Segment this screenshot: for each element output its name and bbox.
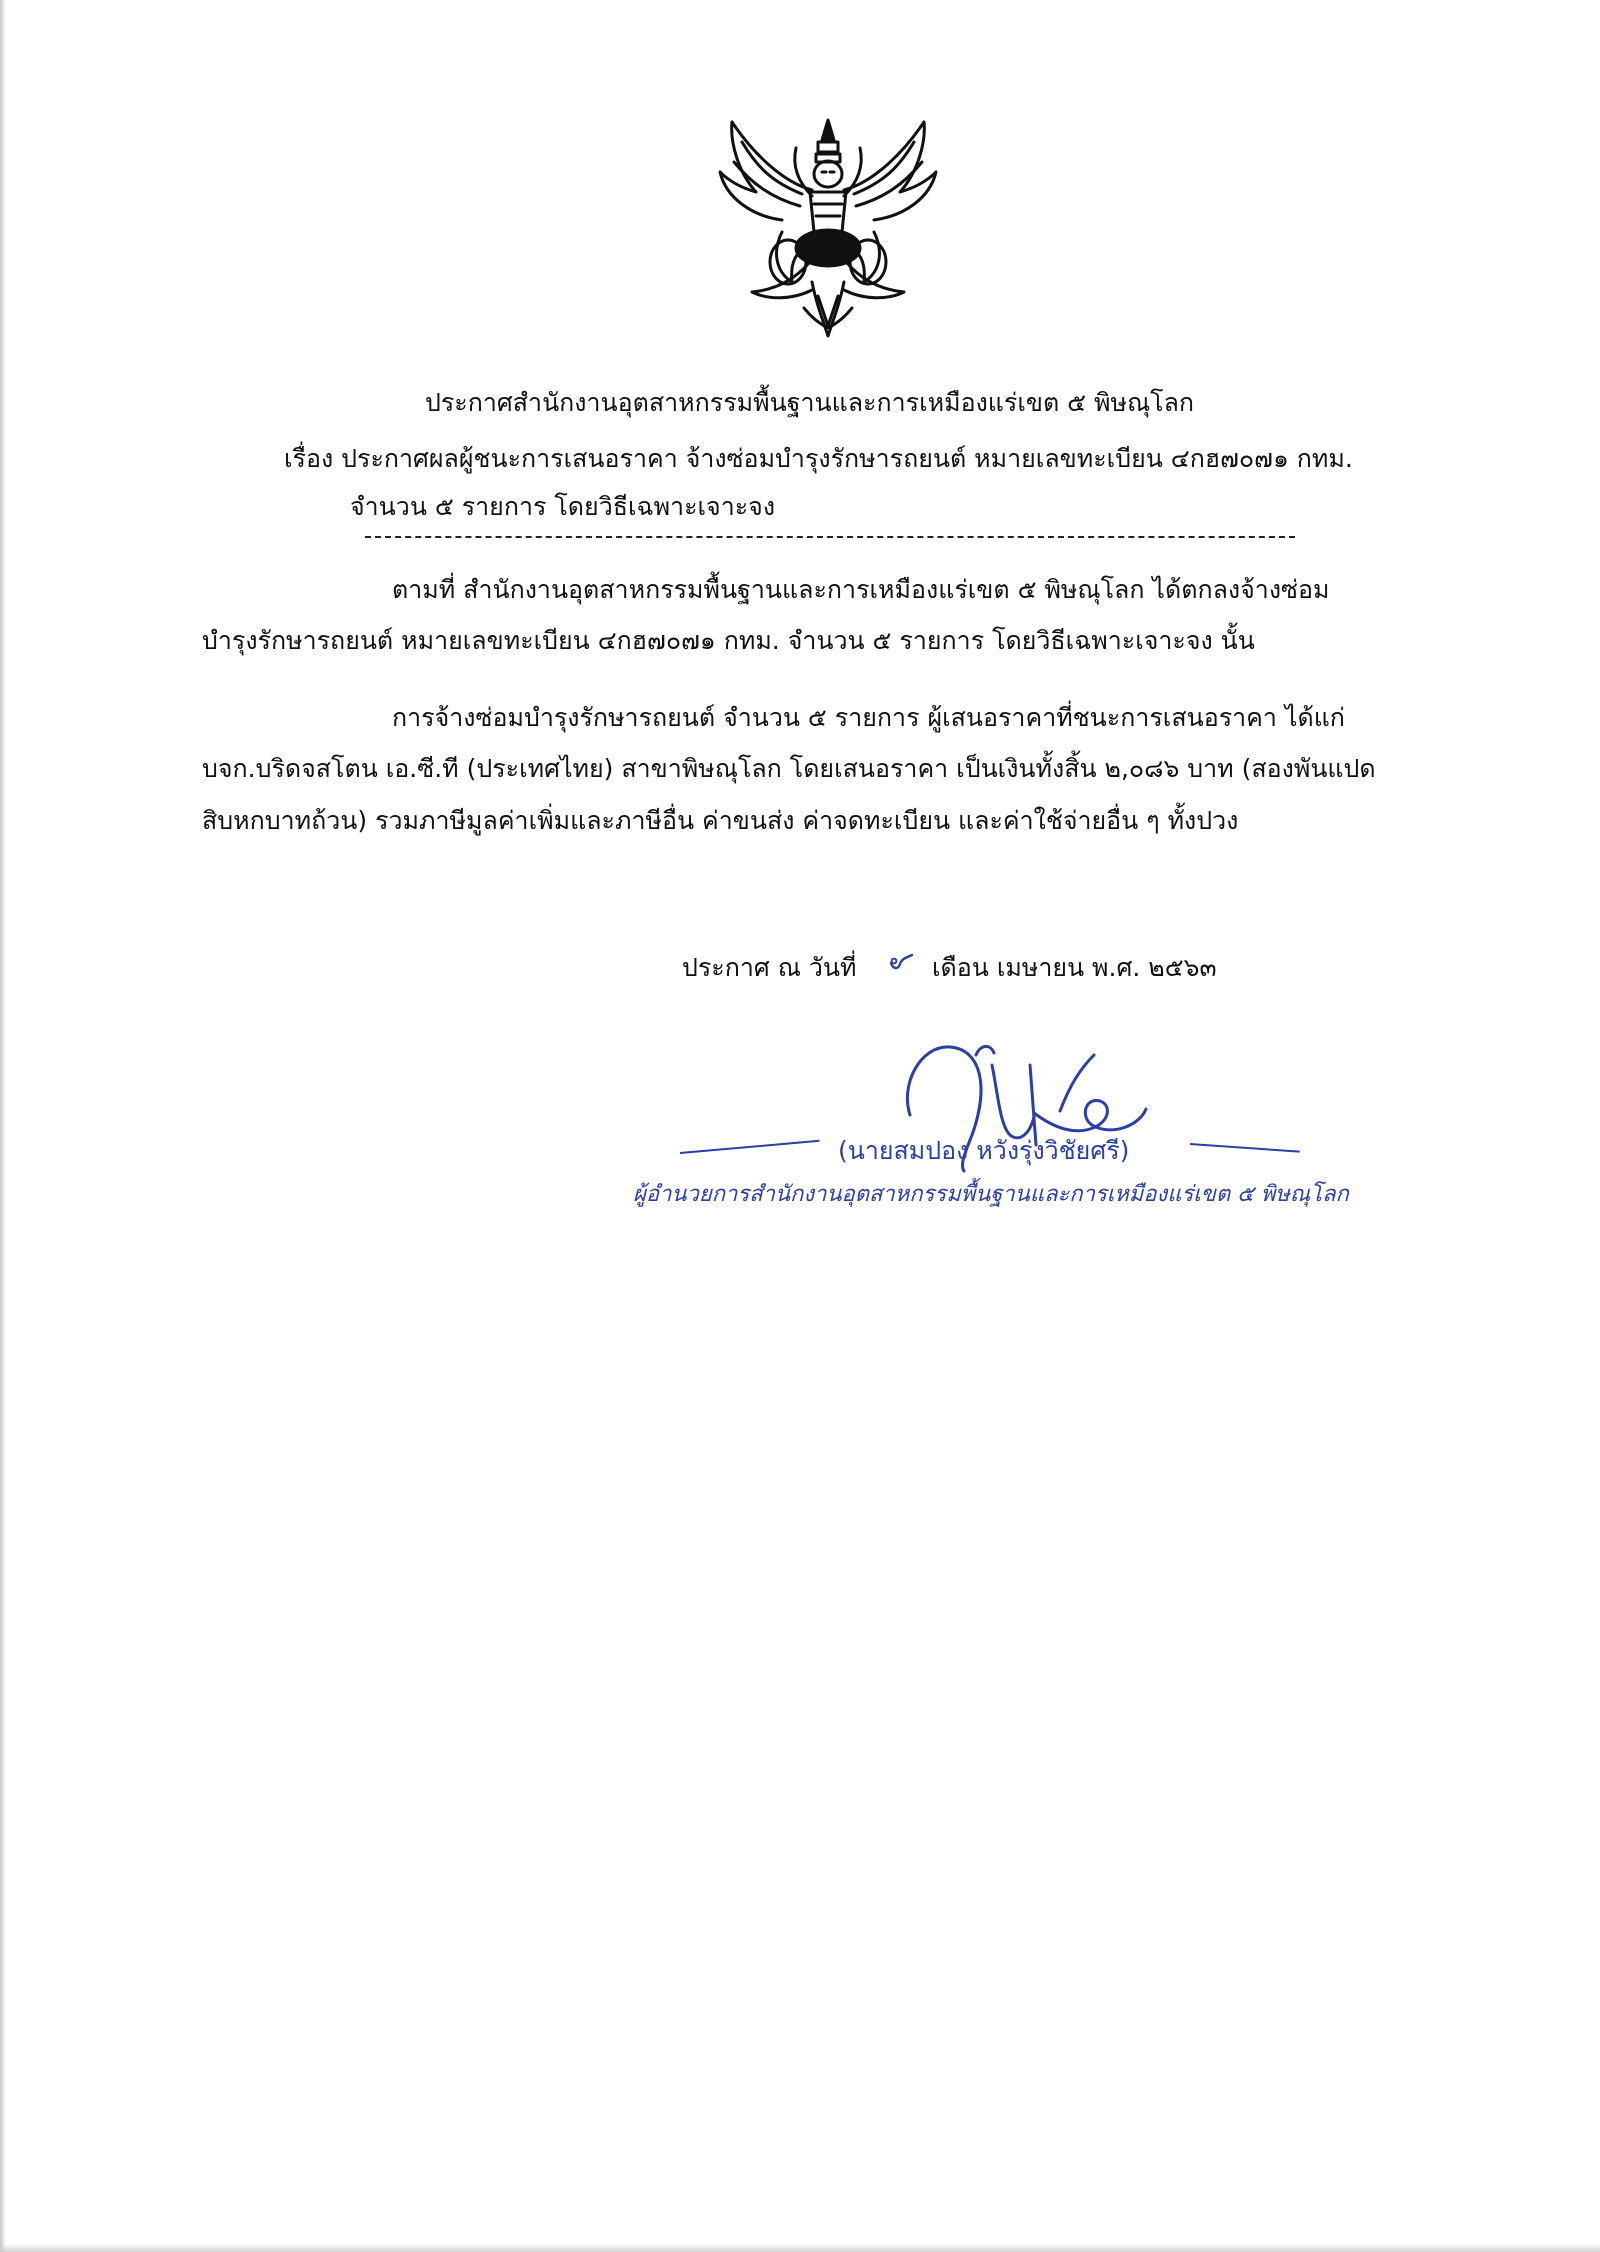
paragraph-2-line: สิบหกบาทถ้วน) รวมภาษีมูลค่าเพิ่มและภาษีอื่น ค่าขนส่ง ค่าจดทะเบียน และค่าใช้จ่ายอื่น ๆ ทั้งปวง xyxy=(202,806,1239,835)
handwritten-day-mark xyxy=(888,953,914,973)
paragraph-1-line: บำรุงรักษารถยนต์ หมายเลขทะเบียน ๔กฮ๗๐๗๑ กทม. จำนวน ๕ รายการ โดยวิธีเฉพาะเจาะจง นั้น xyxy=(202,626,1255,655)
scan-edge xyxy=(0,0,6,2252)
announcement-date-suffix: เดือน เมษายน พ.ศ. ๒๕๖๓ xyxy=(932,953,1217,982)
subject-line-continued: จำนวน ๕ รายการ โดยวิธีเฉพาะเจาะจง xyxy=(350,492,776,521)
garuda-emblem-icon xyxy=(712,112,944,344)
subject-line: เรื่อง ประกาศผลผู้ชนะการเสนอราคา จ้างซ่อมบำรุงรักษารถยนต์ หมายเลขทะเบียน ๔กฮ๗๐๗๑ กทม. xyxy=(284,444,1353,473)
signature-underline-left xyxy=(680,1140,820,1154)
separator-line xyxy=(365,536,1295,540)
signatory-name: (นายสมปอง หวังรุ่งวิชัยศรี) xyxy=(838,1136,1130,1165)
paragraph-1-line: ตามที่ สำนักงานอุตสาหกรรมพื้นฐานและการเหมืองแร่เขต ๕ พิษณุโลก ได้ตกลงจ้างซ่อม xyxy=(392,575,1330,604)
paragraph-2-line: บจก.บริดจสโตน เอ.ซี.ที (ประเทศไทย) สาขาพิษณุโลก โดยเสนอราคา เป็นเงินทั้งสิ้น ๒,๐๘๖ บาท (สองพันแปด xyxy=(202,754,1376,783)
signatory-position: ผู้อำนวยการสำนักงานอุตสาหกรรมพื้นฐานและการเหมืองแร่เขต ๕ พิษณุโลก xyxy=(633,1182,1349,1207)
document-title: ประกาศสำนักงานอุตสาหกรรมพื้นฐานและการเหมืองแร่เขต ๕ พิษณุโลก xyxy=(425,388,1195,417)
announcement-date-prefix: ประกาศ ณ วันที่ xyxy=(682,953,857,982)
paragraph-2-line: การจ้างซ่อมบำรุงรักษารถยนต์ จำนวน ๕ รายการ ผู้เสนอราคาที่ชนะการเสนอราคา ได้แก่ xyxy=(392,703,1345,732)
scan-edge xyxy=(0,2244,1600,2252)
signature-underline-right xyxy=(1190,1143,1300,1153)
